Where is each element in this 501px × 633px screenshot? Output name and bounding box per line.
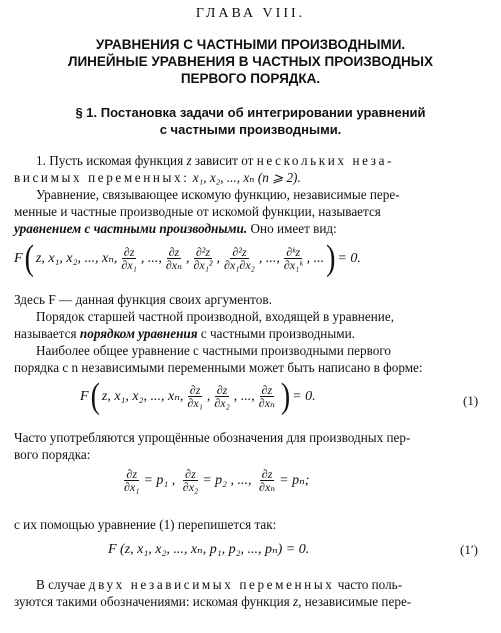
paragraph-5-line-1: Часто употребляются упрощённые обозначения для производных пер-	[14, 430, 411, 445]
paragraph-2-line-2: менные и частные производные от искомой функции, называется	[14, 204, 381, 219]
paragraph-2-line-1: Уравнение, связывающее искомую функцию, независимые пере-	[36, 187, 400, 202]
paragraph-4-line-2: порядка с n независимыми переменными может быть написано в форме:	[14, 360, 423, 375]
general-pde-equation: F ( z, x₁, x₂, ..., xₙ, $\frac{\partial z}{\text{∂x₁}}$ , ..., $\frac{\partial z}{\text{∂xₙ}}$ , $\frac{\text{∂²z}}{\text{∂x₁²}}$ , $\frac{\text{∂²z}}{\text{∂x₁∂x₂}}$ , ..., $\frac{\text{∂ᵏz}}{\text{∂x₁ᵏ}}$ , ... ) = 0.	[14, 237, 361, 278]
section-heading-line-1: § 1. Постановка задачи об интегрировании уравнений	[75, 105, 426, 120]
paragraph-7-line-1: В случае двух независимых переменных часто поль-	[36, 577, 403, 592]
paragraph-3-line-1: Здесь F — данная функция своих аргументов.	[14, 292, 272, 307]
equation-number-1: (1)	[463, 393, 479, 408]
section-heading-line-2: с частными производными.	[159, 122, 342, 137]
chapter-title-line-3: ПЕРВОГО ПОРЯДКА.	[180, 71, 321, 86]
chapter-title-line-1: УРАВНЕНИЯ С ЧАСТНЫМИ ПРОИЗВОДНЫМИ.	[95, 37, 406, 52]
chapter-title-line-2: ЛИНЕЙНЫЕ УРАВНЕНИЯ В ЧАСТНЫХ ПРОИЗВОДНЫХ	[67, 54, 434, 69]
paragraph-1-line-2: висимых переменных: x₁, x₂, ..., xₙ (n ⩾ 2).	[14, 170, 301, 185]
first-order-pde-equation: F ( z, x₁, x₂, ..., xₙ, $\frac{\partial z}{\text{∂x₁}}$ , $\frac{\partial z}{\text{∂x₂}}$ , ..., $\frac{\partial z}{\text{∂xₙ}}$ ) = 0.	[80, 375, 316, 416]
paragraph-3-line-2: Порядок старшей частной производной, входящей в уравнение,	[36, 309, 394, 324]
equation-number-1-prime: (1′)	[460, 542, 479, 557]
abbreviated-pde-equation: F (z, x₁, x₂, ..., xₙ, p₁, p₂, ..., pₙ) = 0.	[108, 542, 310, 557]
paragraph-2-line-3: уравнением с частными производными. Оно имеет вид:	[14, 221, 337, 236]
chapter-heading: ГЛАВА VIII.	[195, 6, 306, 21]
paragraph-5-line-2: вого порядка:	[14, 447, 91, 462]
derivative-notation-equation: $\frac{\partial z}{\text{∂x₁}}$ = p₁ , $\frac{\partial z}{\text{∂x₂}}$ = p₂ , ..., $\frac{\partial z}{\text{∂xₙ}}$ = pₙ;	[124, 467, 310, 494]
paragraph-6-line-1: с их помощью уравнение (1) перепишется так:	[14, 517, 277, 532]
paragraph-7-line-2: зуются такими обозначениями: искомая функция z, независимые пере-	[14, 594, 412, 609]
paragraph-1-line-1: 1. Пусть искомая функция z зависит от нескольких неза-	[36, 153, 395, 168]
paragraph-4-line-1: Наиболее общее уравнение с частными производными первого	[36, 343, 392, 358]
paragraph-3-line-3: называется порядком уравнения с частными производными.	[14, 326, 355, 341]
